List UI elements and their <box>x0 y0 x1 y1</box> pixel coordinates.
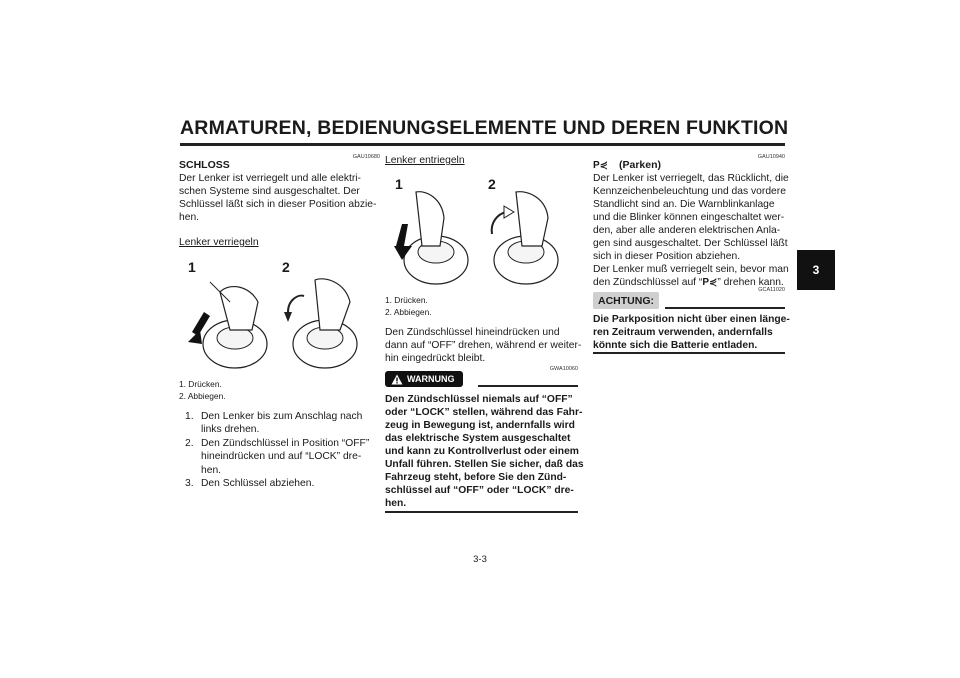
text-line: hin eingedrückt bleibt. <box>385 353 486 364</box>
text-line: Schlüssel läßt sich in dieser Position abzie- <box>179 199 377 210</box>
warning-badge <box>385 371 463 387</box>
text-line: und die Blinker können eingeschaltet wer- <box>593 212 785 223</box>
page-title: ARMATUREN, BEDIENUNGSELEMENTE UND DEREN FUNKTION <box>180 117 789 139</box>
text-line: dann auf “OFF” drehen, während er weiter- <box>385 340 582 351</box>
title-rule <box>180 143 785 146</box>
text-line: und kann zu Kontrollverlust oder einem <box>385 446 579 457</box>
page-number: 3-3 <box>473 554 487 565</box>
text-line: den, aber alle anderen elektrischen Anla- <box>593 225 781 236</box>
text-fragment: ” drehen kann. <box>717 277 784 288</box>
step-text: Den Schlüssel abziehen. <box>201 478 315 490</box>
park-icon: P⋞ <box>702 277 718 288</box>
caption-2: 2. Abbiegen. <box>179 391 226 401</box>
figure-label-1: 1 <box>188 259 196 275</box>
warning-label: WARNUNG <box>407 374 455 384</box>
step-number: 3. <box>185 478 194 490</box>
text-line: Den Zündschlüssel niemals auf “OFF” <box>385 394 573 405</box>
step-text: hen. <box>201 464 222 476</box>
list-item <box>179 477 379 490</box>
list-item <box>179 437 379 477</box>
text-line: Standlicht sind an. Die Warnblinkanlage <box>593 199 775 210</box>
ignition-lock-illustration <box>180 272 380 372</box>
unlock-illustration <box>386 188 586 288</box>
caption-1: 1. Drücken. <box>179 379 222 389</box>
text-line: das elektrische System ausgeschaltet <box>385 433 571 444</box>
figure-label-2: 2 <box>282 259 290 275</box>
step-text: links drehen. <box>201 424 260 436</box>
warning-triangle-icon <box>391 374 403 385</box>
section-code: GAU10940 <box>757 154 785 160</box>
section-heading-parken <box>593 159 661 171</box>
caution-bottom-rule <box>593 352 785 354</box>
step-text: Den Lenker bis zum Anschlag nach <box>201 411 363 422</box>
text-line: Fahrzeug steht, before Sie den Zünd- <box>385 472 567 483</box>
text-line: könnte sich die Batterie entladen. <box>593 340 758 351</box>
text-line: Die Parkposition nicht über einen länge- <box>593 314 790 325</box>
step-number: 1. <box>185 411 194 422</box>
text-line: Der Lenker muß verriegelt sein, bevor man <box>593 264 789 275</box>
warning-top-rule <box>478 385 578 387</box>
caution-top-rule <box>665 307 785 309</box>
text-line: Den Zündschlüssel hineindrücken und <box>385 327 560 338</box>
heading-text: (Parken) <box>618 159 661 171</box>
subheading-lenker-verriegeln: Lenker verriegeln <box>179 237 259 248</box>
arrow-turn <box>288 296 304 312</box>
text-line: Kennzeichenbeleuchtung und das vordere <box>593 186 786 197</box>
caption-1: 1. Drücken. <box>385 295 428 305</box>
text-line: zeug in Bewegung ist, andernfalls wird <box>385 420 575 431</box>
step-text: Den Zündschlüssel in Position “OFF” <box>201 437 370 449</box>
text-fragment: den Zündschlüssel auf “ <box>593 277 703 288</box>
text-line: hen. <box>385 498 407 509</box>
park-icon: P⋞ <box>593 160 609 171</box>
text-line: Der Lenker ist verriegelt und alle elektri- <box>179 173 361 184</box>
caution-badge: ACHTUNG: <box>593 292 659 309</box>
text-line: schen Systeme sind ausgeschaltet. Der <box>179 186 360 197</box>
list-item <box>179 410 379 437</box>
section-heading-schloss: SCHLOSS <box>179 159 230 171</box>
text-line: ren Zeitraum verwenden, andernfalls <box>593 327 773 338</box>
text-line: oder “LOCK” stellen, während das Fahr- <box>385 407 583 418</box>
text-line: schlüssel auf “OFF” oder “LOCK” dre- <box>385 485 574 496</box>
chapter-tab: 3 <box>797 250 835 290</box>
text-line: gen sind ausgeschaltet. Der Schlüssel läßt <box>593 238 788 249</box>
text-line: sich in dieser Position abziehen. <box>593 251 741 262</box>
warning-bottom-rule <box>385 511 578 513</box>
figure-label-2: 2 <box>488 176 496 192</box>
caution-code: GCA11020 <box>758 287 785 293</box>
hand-right <box>315 279 350 330</box>
step-number: 2. <box>185 437 194 449</box>
steps-list <box>179 410 379 490</box>
section-code: GAU10680 <box>352 154 380 160</box>
warning-code: GWA10060 <box>549 366 578 372</box>
step-text: hineindrücken und auf “LOCK” dre- <box>201 451 362 463</box>
text-line: Der Lenker ist verriegelt, das Rücklicht, die <box>593 173 789 184</box>
subheading-lenker-entriegeln: Lenker entriegeln <box>385 155 465 166</box>
figure-label-1: 1 <box>395 176 403 192</box>
text-line: Unfall führen. Stellen Sie sicher, daß das <box>385 459 584 470</box>
caption-2: 2. Abbiegen. <box>385 307 432 317</box>
text-line: hen. <box>179 212 200 223</box>
